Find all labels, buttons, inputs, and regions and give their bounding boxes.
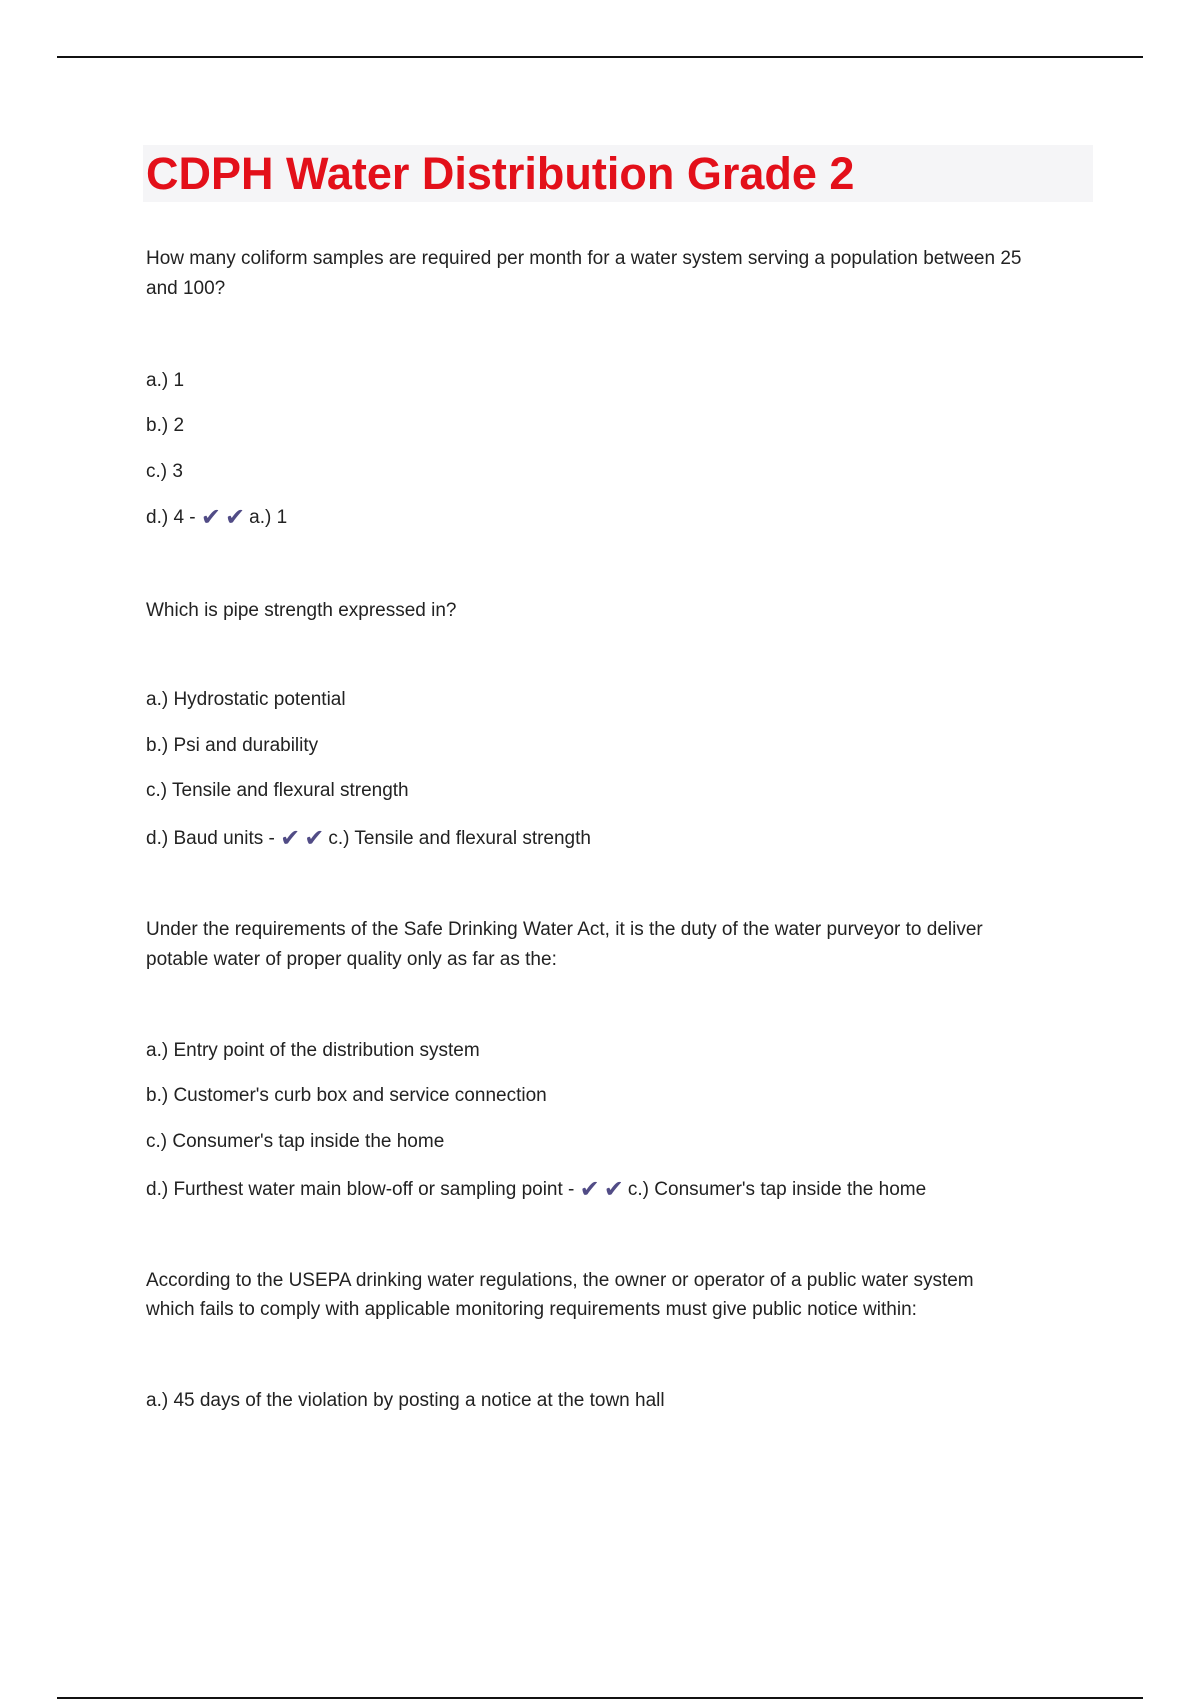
header-rule	[57, 56, 1143, 58]
question-1-option-b: b.) 2	[146, 415, 185, 436]
question-4-prompt-line-2: which fails to comply with applicable monitoring requirements must give public notice within:	[146, 1299, 917, 1320]
question-2-option-c: c.) Tensile and flexural strength	[146, 780, 409, 801]
document-title: CDPH Water Distribution Grade 2	[146, 148, 855, 199]
question-3-option-d: d.) Furthest water main blow-off or sampling point -	[146, 1179, 575, 1200]
question-2-option-a: a.) Hydrostatic potential	[146, 689, 346, 710]
question-2-option-d-answer	[146, 824, 591, 854]
question-3-option-d-answer	[146, 1175, 926, 1205]
question-2-option-d: d.) Baud units -	[146, 828, 275, 849]
check-icon: ✔	[579, 1176, 600, 1203]
question-1-option-a: a.) 1	[146, 370, 185, 391]
check-icon: ✔	[280, 825, 301, 852]
footer-rule	[57, 1697, 1143, 1699]
question-1-answer: a.) 1	[249, 507, 288, 528]
question-3-prompt-line-1: Under the requirements of the Safe Drinking Water Act, it is the duty of the water purveyor to deliver	[146, 919, 983, 940]
question-1-option-d-answer	[146, 503, 287, 533]
question-1-prompt-line-2: and 100?	[146, 278, 226, 299]
question-1-option-d: d.) 4 -	[146, 507, 196, 528]
question-3-prompt-line-2: potable water of proper quality only as far as the:	[146, 949, 557, 970]
check-icon: ✔	[200, 504, 222, 531]
question-4-prompt-line-1: According to the USEPA drinking water regulations, the owner or operator of a public water system	[146, 1270, 974, 1291]
question-1-prompt-line-1: How many coliform samples are required per month for a water system serving a population between 25	[146, 248, 1022, 269]
question-4-option-a: a.) 45 days of the violation by posting a notice at the town hall	[146, 1390, 665, 1411]
question-2-option-b: b.) Psi and durability	[146, 735, 319, 756]
check-icon: ✔	[304, 825, 325, 852]
question-2-prompt-line-1: Which is pipe strength expressed in?	[146, 600, 457, 621]
question-3-option-c: c.) Consumer's tap inside the home	[146, 1131, 445, 1152]
question-2-answer: c.) Tensile and flexural strength	[328, 828, 591, 849]
check-icon: ✔	[603, 1176, 624, 1203]
question-1-option-c: c.) 3	[146, 461, 183, 482]
question-3-option-b: b.) Customer's curb box and service connection	[146, 1085, 547, 1106]
question-3-option-a: a.) Entry point of the distribution system	[146, 1040, 480, 1061]
check-icon: ✔	[225, 504, 246, 531]
question-3-answer: c.) Consumer's tap inside the home	[627, 1179, 927, 1200]
